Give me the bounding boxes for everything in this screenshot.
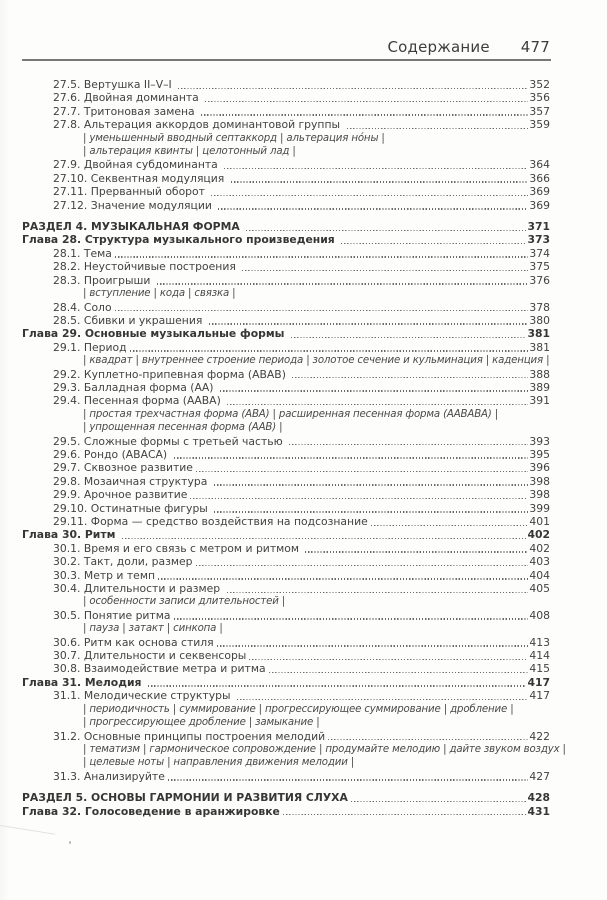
toc-entry-item — [22, 185, 550, 198]
toc-leader-dots — [175, 78, 529, 91]
toc-entry-page-number: 399 — [529, 501, 550, 515]
toc-entry-page-number: 356 — [529, 91, 550, 105]
toc-entry-item — [22, 555, 550, 568]
toc-entry-page-number: 427 — [529, 769, 550, 783]
toc-leader-dots — [224, 582, 530, 595]
toc-entry-label: 31.3. Анализируйте — [53, 769, 165, 783]
toc-entry-item — [22, 461, 550, 474]
toc-entry-keywords — [22, 132, 550, 145]
toc-entry-label: 30.8. Взаимодействие метра и ритма — [53, 662, 266, 676]
toc-entry-page-number: 401 — [529, 515, 550, 528]
running-title: Содержание — [387, 38, 490, 56]
toc-entry-item — [22, 199, 550, 212]
toc-entry-page-number: 375 — [529, 260, 550, 274]
toc-entry-item — [22, 515, 550, 528]
toc-leader-dots — [119, 528, 527, 541]
toc-entry-chapter — [22, 327, 550, 340]
toc-entry-item — [22, 636, 550, 649]
toc-entry-page-number: 378 — [529, 300, 550, 314]
toc-entry-page-number: 389 — [529, 380, 550, 394]
toc-entry-keywords — [22, 703, 550, 716]
toc-entry-item — [22, 158, 550, 171]
toc-leader-dots — [288, 327, 527, 340]
toc-entry-keywords — [22, 421, 550, 434]
toc-entry-item — [22, 582, 550, 595]
toc-entry-page-number: 364 — [529, 158, 550, 172]
toc-entry-item — [22, 118, 550, 131]
toc-entry-page-number: 359 — [529, 118, 550, 132]
toc-leader-dots — [338, 233, 527, 246]
toc-entry-label: 29.5. Сложные формы с третьей частью — [53, 434, 287, 448]
toc-leader-dots — [215, 199, 529, 212]
toc-entry-page-number: 415 — [529, 662, 550, 676]
toc-entry-item — [22, 475, 550, 488]
toc-entry-label: 27.7. Тритоновая замена — [53, 104, 199, 118]
toc-entry-label: 29.8. Мозаичная структура — [53, 474, 211, 488]
toc-entry-page-number: 396 — [529, 461, 550, 475]
toc-entry-label: 27.5. Вертушка II–V–I — [53, 78, 176, 91]
toc-entry-item — [22, 260, 550, 273]
toc-entry-item — [22, 689, 550, 702]
toc-leader-dots — [217, 381, 529, 394]
toc-leader-dots — [214, 636, 530, 649]
toc-leader-dots — [206, 314, 530, 327]
toc-leader-dots — [368, 515, 530, 528]
toc-entry-keywords — [22, 287, 550, 300]
toc-entry-page-number: 381 — [527, 327, 550, 341]
toc-entry-label: 30.1. Время и его связь с метром и ритмом — [53, 541, 303, 555]
toc-entry-item — [22, 488, 550, 501]
toc-leader-dots — [325, 730, 529, 743]
toc-entry-label: | прогрессирующее дробление | замыкание | — [83, 717, 320, 729]
toc-entry-page-number: 352 — [529, 78, 550, 91]
toc-leader-dots — [228, 172, 530, 185]
toc-entry-page-number: 369 — [529, 185, 550, 199]
toc-entry-label: | тематизм | гармоническое сопровождение | продумайте мелодию | дайте звуком воздух | — [83, 743, 566, 755]
toc-leader-dots — [344, 118, 530, 131]
toc-entry-keywords — [22, 408, 550, 421]
toc-entry-item — [22, 247, 550, 260]
toc-entry-keywords — [22, 595, 550, 608]
toc-entry-page-number: 398 — [529, 488, 550, 502]
toc-entry-chapter — [22, 676, 550, 689]
toc-leader-dots — [224, 394, 529, 407]
toc-leader-dots — [193, 555, 530, 568]
toc-entry-page-number: 431 — [527, 804, 550, 818]
toc-entry-label: | целевые ноты | направления движения мелодии | — [83, 757, 355, 769]
toc-entry-label: 28.3. Проигрыши — [53, 273, 154, 287]
toc-entry-page-number: 374 — [529, 246, 550, 260]
toc-leader-dots — [165, 770, 530, 783]
toc-leader-dots — [193, 461, 529, 474]
toc-entry-page-number: 369 — [529, 198, 550, 212]
toc-entry-page-number: 373 — [527, 233, 550, 247]
toc-entry-label: 27.10. Секвентная модуляция — [53, 171, 228, 185]
toc-entry-section — [22, 220, 550, 233]
toc-entry-label: 27.11. Прерванный оборот — [53, 185, 209, 199]
toc-entry-item — [22, 770, 550, 783]
toc-leader-dots — [246, 649, 529, 662]
toc-entry-item — [22, 502, 550, 515]
toc-leader-dots — [198, 105, 529, 118]
toc-entry-page-number: 408 — [529, 608, 550, 622]
toc-list — [22, 78, 566, 818]
toc-entry-page-number: 404 — [529, 568, 550, 582]
toc-entry-label: 28.2. Неустойчивые построения — [53, 260, 240, 274]
toc-entry-item — [22, 368, 550, 381]
toc-entry-label: 29.11. Форма — средство воздействия на подсознание — [53, 515, 368, 528]
toc-leader-dots — [211, 502, 529, 515]
toc-entry-page-number: 388 — [529, 367, 550, 381]
toc-leader-dots — [302, 542, 529, 555]
toc-entry-item — [22, 314, 550, 327]
toc-entry-label: 29.9. Арочное развитие — [53, 488, 188, 502]
scan-artifact-line — [0, 824, 55, 835]
toc-entry-section — [22, 791, 550, 804]
toc-entry-keywords — [22, 756, 550, 769]
toc-entry-page-number: 405 — [529, 582, 550, 596]
toc-entry-page-number: 414 — [529, 649, 550, 663]
toc-entry-page-number: 376 — [529, 273, 550, 287]
toc-entry-item — [22, 172, 550, 185]
toc-entry-label: 28.4. Соло — [53, 300, 112, 314]
toc-entry-label: 28.1. Тема — [53, 246, 112, 260]
toc-leader-dots — [234, 689, 529, 702]
toc-entry-label: 28.5. Сбивки и украшения — [53, 313, 206, 327]
toc-entry-label: | простая трехчастная форма (АВА) | расширенная песенная форма (ААВАВА) | — [83, 408, 499, 420]
toc-entry-label: | вступление | кода | связка | — [83, 288, 236, 300]
toc-leader-dots — [243, 220, 527, 233]
toc-leader-dots — [155, 569, 529, 582]
toc-entry-label: 30.6. Ритм как основа стиля — [53, 635, 214, 649]
toc-entry-label: Глава 30. Ритм — [22, 528, 120, 542]
toc-entry-label: 30.2. Такт, доли, размер — [53, 555, 193, 569]
toc-entry-keywords — [22, 622, 550, 635]
toc-entry-chapter — [22, 233, 550, 246]
toc-leader-dots — [171, 448, 530, 461]
toc-entry-label: 29.4. Песенная форма (ААВА) — [53, 394, 225, 408]
toc-entry-item — [22, 542, 550, 555]
toc-entry-item — [22, 448, 550, 461]
toc-entry-label: | квадрат | внутреннее строение периода | золотое сечение и кульминация | каденция | — [83, 355, 550, 367]
toc-leader-dots — [145, 676, 527, 689]
toc-leader-dots — [171, 609, 530, 622]
toc-entry-label: | периодичность | суммирование | прогрессирующее суммирование | дробление | — [83, 703, 514, 715]
toc-entry-page-number: 417 — [527, 675, 550, 689]
toc-entry-page-number: 422 — [529, 729, 550, 743]
toc-entry-keywords — [22, 354, 550, 367]
toc-entry-page-number: 428 — [527, 791, 550, 805]
toc-entry-page-number: 402 — [529, 541, 550, 555]
toc-entry-label: 31.2. Основные принципы построения мелодий — [53, 729, 326, 743]
toc-entry-label: 29.3. Балладная форма (АА) — [53, 380, 217, 394]
page-number: 477 — [520, 38, 550, 56]
toc-entry-label: 27.6. Двойная доминанта — [53, 91, 203, 105]
toc-leader-dots — [112, 247, 529, 260]
toc-entry-label: 29.1. Период — [53, 340, 127, 354]
toc-entry-label: 30.7. Длительности и секвенсоры — [53, 649, 247, 663]
toc-entry-label: Глава 28. Структура музыкального произведения — [22, 233, 339, 247]
toc-entry-label: Глава 29. Основные музыкальные формы — [22, 327, 289, 341]
toc-leader-dots — [211, 475, 530, 488]
toc-entry-label: | пауза | затакт | синкопа | — [83, 623, 223, 635]
toc-entry-page-number: 403 — [529, 555, 550, 569]
toc-entry-label: 29.7. Сквозное развитие — [53, 461, 193, 475]
toc-entry-item — [22, 381, 550, 394]
toc-entry-page-number: 357 — [529, 104, 550, 118]
toc-leader-dots — [280, 805, 528, 818]
toc-entry-item — [22, 341, 550, 354]
toc-entry-keywords — [22, 716, 550, 729]
toc-entry-page-number: 380 — [529, 313, 550, 327]
toc-entry-page-number: 391 — [529, 394, 550, 408]
toc-entry-label: 27.9. Двойная субдоминанта — [53, 158, 222, 172]
toc-entry-label: Глава 32. Голосоведение в аранжировке — [22, 804, 280, 818]
toc-entry-label: | уменьшенный вводный септаккорд | альтерация нóны | — [83, 132, 385, 144]
toc-entry-label: 30.4. Длительности и размер — [53, 582, 224, 596]
toc-entry-chapter — [22, 528, 550, 541]
toc-leader-dots — [202, 91, 529, 104]
toc-entry-label: РАЗДЕЛ 4. МУЗЫКАЛЬНАЯ ФОРМА — [22, 220, 244, 234]
toc-entry-item — [22, 91, 550, 104]
toc-leader-dots — [348, 791, 528, 804]
toc-entry-item — [22, 78, 550, 91]
toc-entry-label: РАЗДЕЛ 5. ОСНОВЫ ГАРМОНИИ И РАЗВИТИЯ СЛУХА — [22, 791, 348, 805]
toc-leader-dots — [127, 341, 530, 354]
toc-entry-keywords — [22, 743, 566, 756]
toc-entry-item — [22, 394, 550, 407]
toc-entry-item — [22, 609, 550, 622]
toc-entry-item — [22, 274, 550, 287]
toc-entry-label: 27.12. Значение модуляции — [53, 198, 216, 212]
page-header — [22, 38, 550, 56]
toc-leader-dots — [208, 185, 529, 198]
toc-leader-dots — [221, 158, 529, 171]
toc-entry-label: 29.2. Куплетно-припевная форма (ABAB) — [53, 367, 290, 381]
header-divider-rule — [22, 59, 551, 61]
toc-entry-item — [22, 662, 550, 675]
toc-entry-label: | упрощенная песенная форма (ААВ) | — [83, 422, 283, 434]
toc-entry-page-number: 393 — [529, 434, 550, 448]
toc-entry-label: 30.5. Понятие ритма — [53, 608, 171, 622]
toc-entry-label: | альтерация квинты | целотонный лад | — [83, 146, 296, 158]
toc-leader-dots — [154, 274, 530, 287]
toc-entry-label: Глава 31. Мелодия — [22, 675, 146, 689]
toc-entry-label: 27.8. Альтерация аккордов доминантовой группы — [53, 118, 344, 132]
toc-entry-page-number: 395 — [529, 447, 550, 461]
toc-leader-dots — [289, 368, 529, 381]
toc-leader-dots — [239, 260, 529, 273]
toc-entry-page-number: 413 — [529, 635, 550, 649]
toc-entry-label: | особенности записи длительностей | — [83, 596, 286, 608]
toc-leader-dots — [187, 488, 529, 501]
toc-leader-dots — [266, 662, 530, 675]
toc-entry-keywords — [22, 145, 550, 158]
toc-leader-dots — [112, 301, 530, 314]
toc-entry-page-number: 381 — [529, 340, 550, 354]
toc-entry-item — [22, 435, 550, 448]
toc-entry-label: 29.6. Рондо (АВАСА) — [53, 447, 171, 461]
toc-entry-item — [22, 730, 550, 743]
toc-entry-label: 29.10. Остинатные фигуры — [53, 501, 212, 515]
toc-entry-item — [22, 301, 550, 314]
toc-entry-chapter — [22, 805, 550, 818]
toc-entry-label: 30.3. Метр и темп — [53, 568, 156, 582]
toc-entry-label: 31.1. Мелодические структуры — [53, 689, 234, 703]
toc-entry-page-number: 417 — [529, 689, 550, 703]
toc-entry-item — [22, 105, 550, 118]
toc-entry-item — [22, 649, 550, 662]
toc-leader-dots — [286, 435, 529, 448]
toc-entry-item — [22, 569, 550, 582]
scan-artifact-speck — [69, 841, 71, 844]
toc-entry-page-number: 371 — [527, 220, 550, 234]
toc-entry-page-number: 398 — [529, 474, 550, 488]
toc-entry-page-number: 402 — [527, 528, 550, 542]
toc-entry-page-number: 366 — [529, 171, 550, 185]
